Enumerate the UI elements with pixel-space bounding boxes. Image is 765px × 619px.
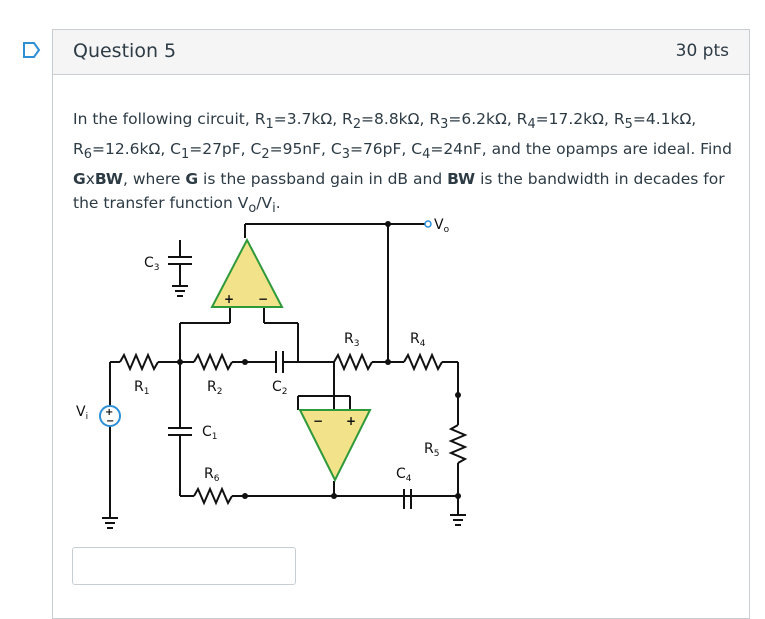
vi-source-minus: − xyxy=(106,416,115,427)
label-r5: $R_5$ xyxy=(424,441,440,459)
label-r1: $R_1$ xyxy=(134,379,150,397)
label-c1: $C_1$ xyxy=(202,424,218,442)
vi-source-plus: + xyxy=(105,407,114,418)
label-vo: $V_o$ xyxy=(434,217,450,235)
label-r3: $R_3$ xyxy=(344,331,360,349)
label-r6: $R_6$ xyxy=(204,466,220,484)
circuit-diagram xyxy=(70,210,470,530)
opamp-top-plus: + xyxy=(224,292,235,306)
answer-input[interactable] xyxy=(72,547,296,585)
opamp-bottom xyxy=(300,410,370,480)
label-c2: $C_2$ xyxy=(272,379,288,397)
question-title: Question 5 xyxy=(73,40,177,62)
opamp-bottom-minus: − xyxy=(313,414,324,428)
question-text: In the following circuit, $R_1=3.7k\Omega$, $R_2=8.8k\Omega$, $R_3=6.2k\Omega$, $R_4=17.2k\Omega$, $R_5=4.1k\Omega$, $R_6=12.6k\Omega$, $C_1=27pF$, $C_2=95nF$, $C_3=76pF$, $C_4=24nF$, and the opamps are ideal. Find GxBW, where G is the passband gain in dB and BW is the bandwidth in decades for the transfer function $V_o/V_i$. xyxy=(73,110,732,217)
label-r2: $R_2$ xyxy=(207,379,223,397)
opamp-top xyxy=(212,240,282,307)
flag-question-icon[interactable] xyxy=(22,41,42,59)
opamp-bottom-plus: + xyxy=(346,414,357,428)
label-c3: $C_3$ xyxy=(144,255,160,273)
label-vi: $V_i$ xyxy=(76,404,89,422)
opamp-top-minus: − xyxy=(258,292,269,306)
question-points: 30 pts xyxy=(675,41,729,61)
question-header xyxy=(53,30,749,75)
label-c4: $C_4$ xyxy=(396,466,412,484)
label-r4: $R_4$ xyxy=(410,331,426,349)
